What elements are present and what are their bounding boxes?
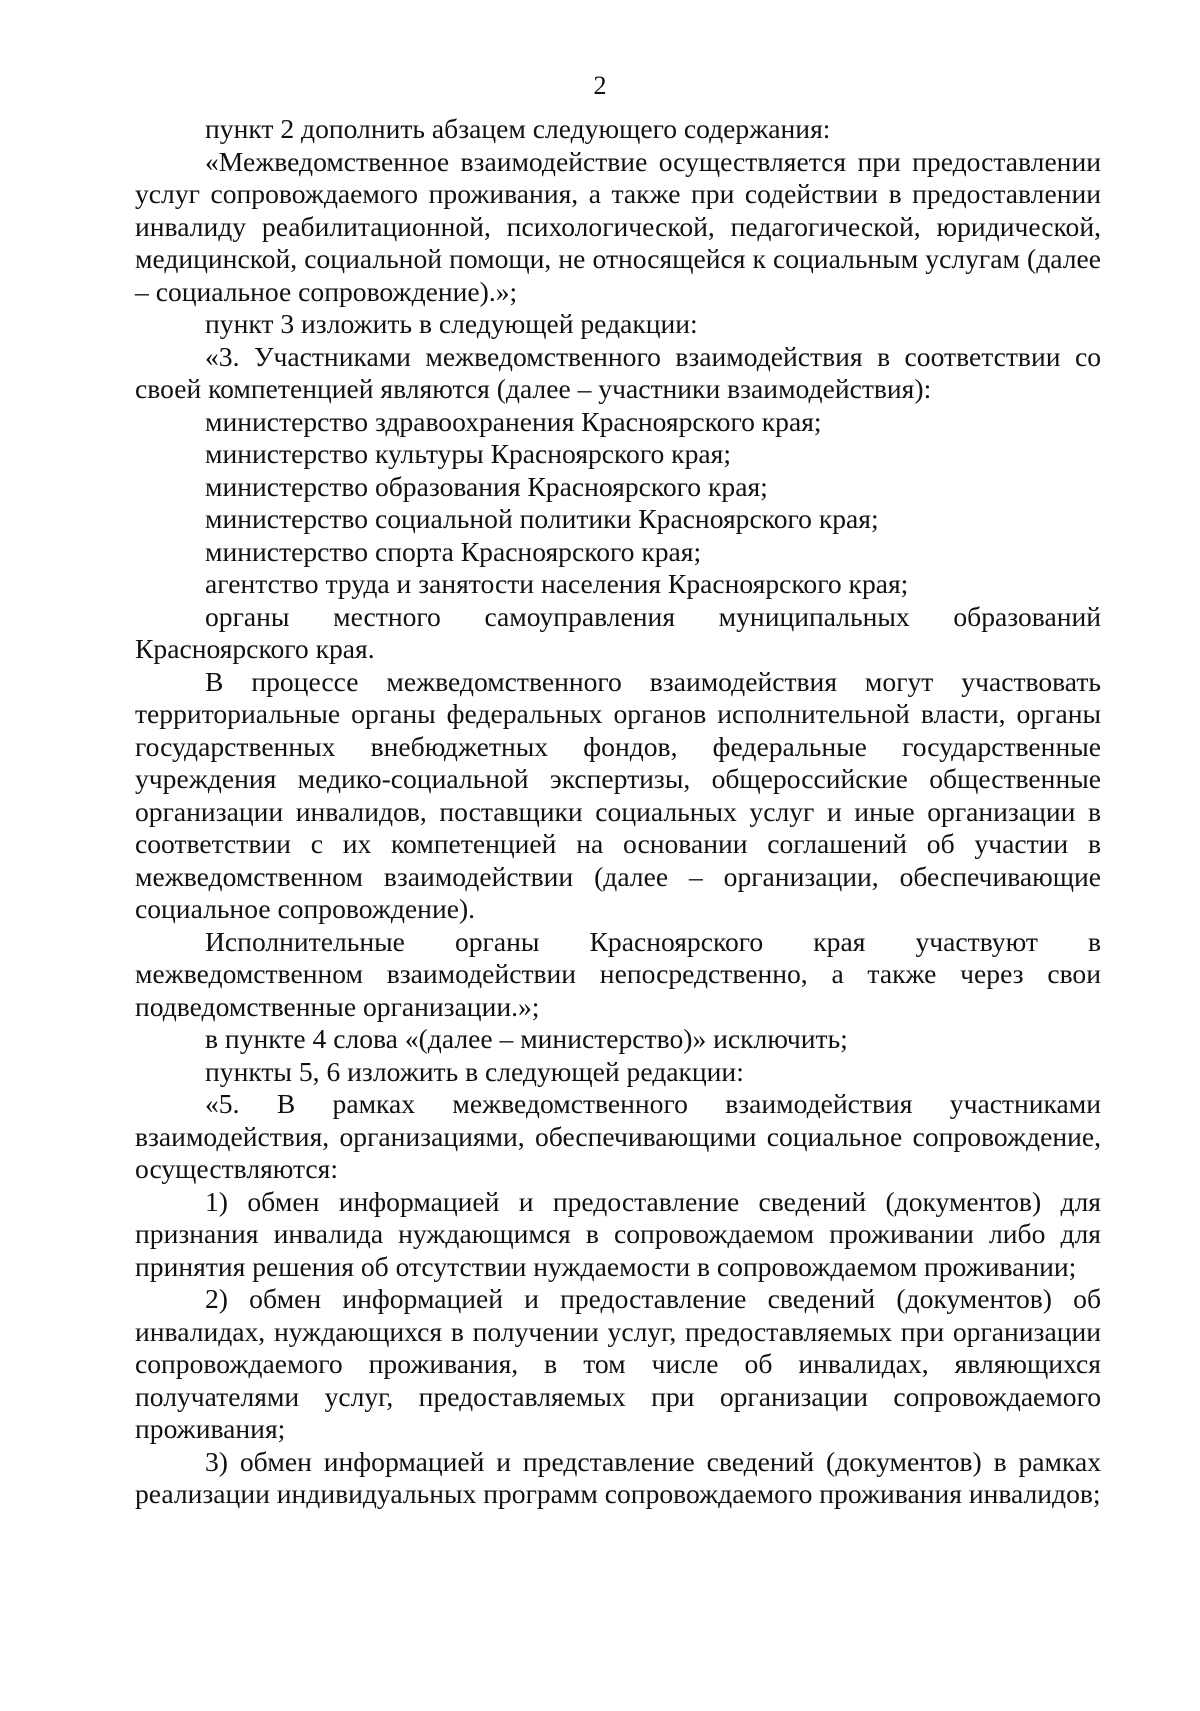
- list-item-subpoint-1: 1) обмен информацией и предоставление сведений (документов) для признания инвалида нуждающимся в сопровождаемом проживании либо для принятия решения об отсутствии нуждаемости в сопровождаемом проживании;: [135, 1185, 1101, 1282]
- paragraph-interaction-definition: «Межведомственное взаимодействие осуществляется при предоставлении услуг сопровождаемого проживания, а также при содействии в предоставлении инвалиду реабилитационной, психологической, педагогической, юридической, медицинской, социальной помощи, не относящейся к социальным услугам (далее – социальное сопровождение).»;: [135, 145, 1101, 307]
- paragraph-participants-intro: «3. Участниками межведомственного взаимодействия в соответствии со своей компетенцией являются (далее – участники взаимодействия):: [135, 340, 1101, 404]
- document-body: [135, 113, 1101, 1511]
- list-item-local-self-government: органы местного самоуправления муниципальных образований Красноярского края.: [135, 600, 1101, 664]
- list-item-labor-agency: агентство труда и занятости населения Красноярского края;: [205, 568, 909, 599]
- list-item-subpoint-3: 3) обмен информацией и представление сведений (документов) в рамках реализации индивидуальных программ сопровождаемого проживания инвалидов;: [135, 1445, 1101, 1509]
- paragraph-executive-bodies: Исполнительные органы Красноярского края участвуют в межведомственном взаимодействии непосредственно, а также через свои подведомственные организации.»;: [135, 925, 1101, 1022]
- paragraph-point-5-intro: «5. В рамках межведомственного взаимодействия участниками взаимодействия, организациями, обеспечивающими социальное сопровождение, осуществляются:: [135, 1088, 1101, 1184]
- list-item-ministry-sport: министерство спорта Красноярского края;: [205, 535, 702, 567]
- list-item-ministry-culture: министерство культуры Красноярского края;: [205, 438, 731, 469]
- paragraph-federal-participants: В процессе межведомственного взаимодействия могут участвовать территориальные органы федеральных органов исполнительной власти, органы государственных внебюджетных фондов, федеральные государственные учреждения медико-социальной экспертизы, общероссийские общественные организации инвалидов, поставщики социальных услуг и иные организации в соответствии с их компетенцией на основании соглашений об участии в межведомственном взаимодействии (далее – организации, обеспечивающие социальное сопровождение).: [135, 665, 1101, 924]
- list-item-subpoint-2: 2) обмен информацией и предоставление сведений (документов) об инвалидах, нуждающихся в получении услуг, предоставляемых при организации сопровождаемого проживания, в том числе об инвалидах, являющихся получателями услуг, предоставляемых при организации сопровождаемого проживания;: [135, 1283, 1101, 1444]
- list-item-ministry-education: министерство образования Красноярского края;: [205, 470, 768, 502]
- page-number: 2: [593, 71, 607, 100]
- list-item-ministry-social-policy: министерство социальной политики Красноярского края;: [205, 503, 879, 534]
- list-item-ministry-health: министерство здравоохранения Красноярского края;: [205, 405, 822, 437]
- paragraph-amend-point-2: пункт 2 дополнить абзацем следующего содержания:: [205, 113, 831, 144]
- paragraph-amend-points-5-6: пункты 5, 6 изложить в следующей редакции:: [205, 1055, 744, 1087]
- paragraph-amend-point-3: пункт 3 изложить в следующей редакции:: [205, 308, 698, 339]
- paragraph-amend-point-4: в пункте 4 слова «(далее – министерство)» исключить;: [205, 1023, 848, 1054]
